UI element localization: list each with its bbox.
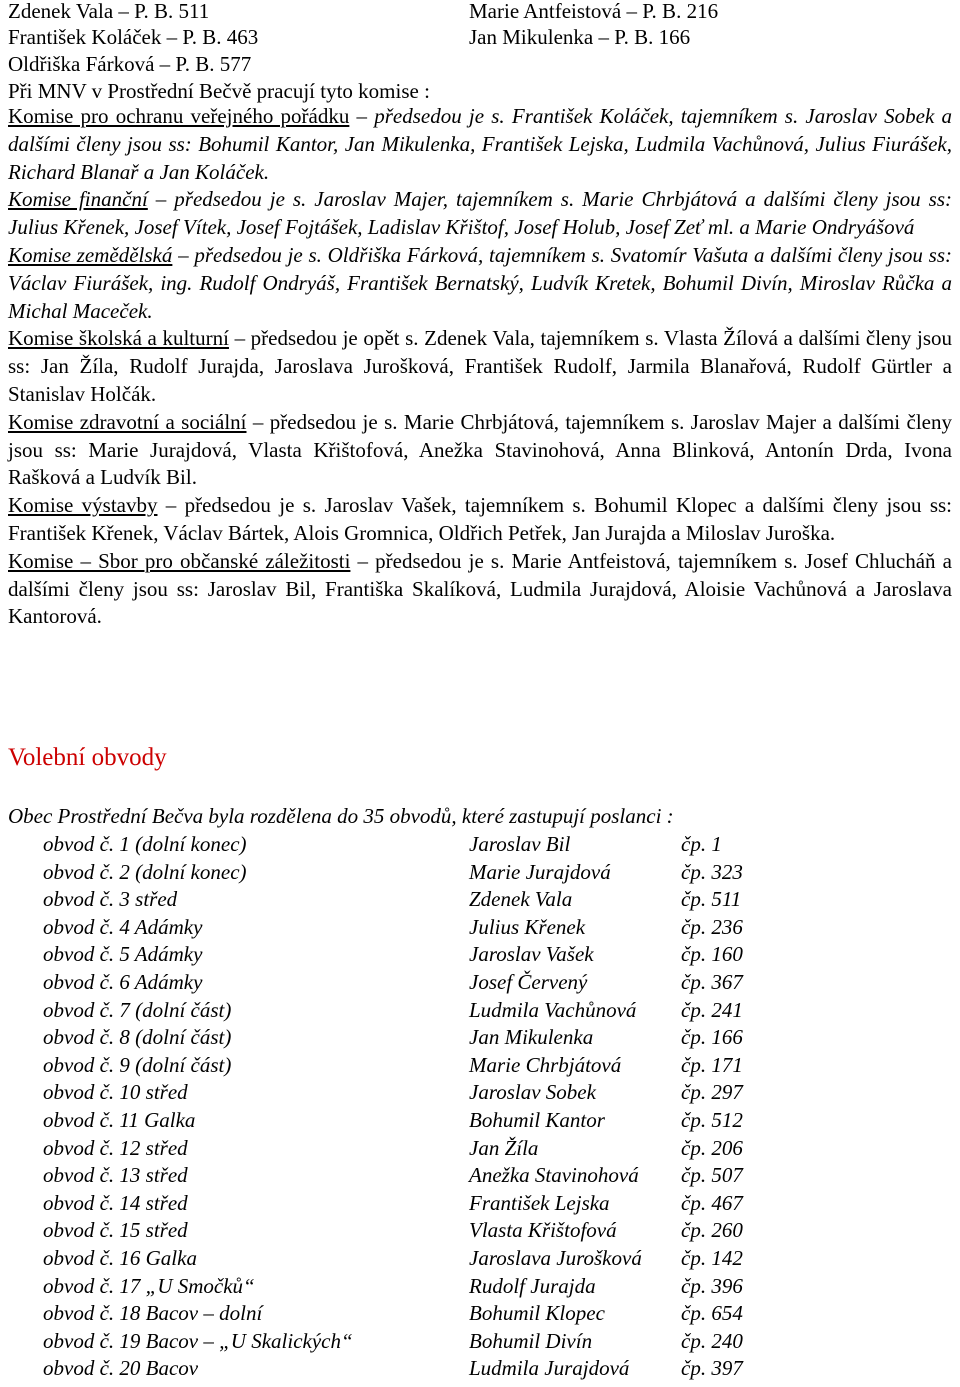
district-representative: Anežka Stavinohová [469, 1163, 639, 1188]
commission-paragraph [8, 186, 952, 242]
district-house-number: čp. 297 [681, 1080, 743, 1105]
district-name: obvod č. 16 Galka [43, 1246, 197, 1270]
district-representative: Vlasta Křištofová [469, 1218, 617, 1243]
district-representative: Jan Žíla [469, 1135, 539, 1160]
district-representative: Zdenek Vala [469, 887, 573, 912]
header-right-2: Jan Mikulenka – P. B. 166 [469, 25, 691, 49]
header-right-1: Marie Antfeistová – P. B. 216 [469, 0, 719, 23]
district-name: obvod č. 8 (dolní část) [43, 1025, 232, 1050]
district-representative: Bohumil Klopec [469, 1301, 605, 1326]
district-name: obvod č. 3 střed [43, 887, 178, 912]
district-representative: Ludmila Vachůnová [469, 997, 637, 1022]
district-representative: Marie Jurajdová [469, 859, 611, 884]
commission-paragraph [8, 325, 952, 408]
district-representative: Jaroslav Vašek [469, 942, 594, 967]
commission-paragraph [8, 492, 952, 548]
district-name: obvod č. 18 Bacov – dolní [43, 1301, 263, 1326]
commission-paragraph [8, 103, 952, 186]
district-name: obvod č. 4 Adámky [43, 914, 203, 939]
commission-paragraph [8, 548, 952, 631]
commission-name: Komise zdravotní a sociální [8, 409, 247, 434]
district-name: obvod č. 2 (dolní konec) [43, 859, 247, 884]
district-representative: František Lejska [469, 1190, 610, 1215]
district-representative: Jan Mikulenka [469, 1025, 594, 1050]
district-representative: Jaroslav Sobek [469, 1080, 596, 1105]
commissions-intro: Při MNV v Prostřední Bečvě pracují tyto komise : [8, 79, 430, 103]
district-name: obvod č. 9 (dolní část) [43, 1052, 232, 1077]
district-house-number: čp. 160 [681, 942, 743, 967]
district-name: obvod č. 17 „U Smočků“ [43, 1273, 255, 1298]
commission-text: – předsedou je s. Oldřiška Fárková, tajemníkem s. Svatomír Vašuta a dalšími členy jsou ss: Václav Fiurášek, ing. Rudolf Ondryáš, František Bernatský, Ludvík Kretek, Bohumil Divín, Miroslav Růčka a Michal Maceček. [8, 242, 952, 323]
district-representative: Julius Křenek [469, 914, 586, 939]
commission-name: Komise výstavby [8, 493, 158, 518]
district-representative: Bohumil Divín [469, 1328, 593, 1353]
district-name: obvod č. 13 střed [43, 1163, 188, 1188]
commission-text: – předsedou je s. Jaroslav Vašek, tajemníkem s. Bohumil Klopec a dalšími členy jsou ss: František Křenek, Václav Bártek, Alois Gromnica, Oldřich Petřek, Jan Jurajda a Miloslav Juroška. [8, 493, 953, 545]
commission-text: – předsedou je opět s. Zdenek Vala, tajemníkem s. Vlasta Žílová a dalšími členy jsou ss: Jan Žíla, Rudolf Jurajda, Jaroslava Jurošková, František Rudolf, Jarmila Blanařová, Rudolf Gürtler a Stanislav Holčák. [8, 326, 952, 406]
district-house-number: čp. 1 [681, 832, 722, 856]
commission-name: Komise zemědělská [8, 242, 173, 267]
commission-paragraph [8, 242, 952, 325]
header-left-3: Oldřiška Fárková – P. B. 577 [8, 52, 252, 76]
district-name: obvod č. 12 střed [43, 1135, 188, 1160]
district-house-number: čp. 323 [681, 859, 743, 884]
district-house-number: čp. 397 [681, 1356, 743, 1381]
district-house-number: čp. 166 [681, 1025, 743, 1050]
commission-text: – předsedou je s. Jaroslav Majer, tajemníkem s. Marie Chrbjátová a dalšími členy jsou ss: Julius Křenek, Josef Vítek, Josef Fojtášek, Ladislav Křištof, Josef Holub, Josef Zeť ml. a Marie Ondryášová [8, 187, 953, 240]
commission-name: Komise finanční [8, 187, 148, 212]
commission-paragraph [8, 409, 952, 492]
district-house-number: čp. 206 [681, 1135, 743, 1160]
district-representative: Bohumil Kantor [469, 1108, 605, 1132]
district-name: obvod č. 5 Adámky [43, 942, 203, 967]
district-house-number: čp. 236 [681, 914, 743, 939]
district-house-number: čp. 511 [681, 887, 742, 912]
section-intro: Obec Prostřední Bečva byla rozdělena do 35 obvodů, které zastupují poslanci : [8, 804, 674, 828]
district-name: obvod č. 10 střed [43, 1080, 188, 1105]
commission-name: Komise pro ochranu veřejného pořádku [8, 104, 350, 128]
district-representative: Ludmila Jurajdová [469, 1356, 630, 1381]
district-representative: Marie Chrbjátová [469, 1052, 622, 1077]
district-house-number: čp. 467 [681, 1190, 743, 1215]
district-representative: Jaroslav Bil [469, 832, 571, 856]
header-left-1: Zdenek Vala – P. B. 511 [8, 0, 210, 23]
district-house-number: čp. 507 [681, 1163, 743, 1188]
district-representative: Josef Červený [469, 970, 588, 994]
district-name: obvod č. 7 (dolní část) [43, 997, 232, 1022]
district-name: obvod č. 1 (dolní konec) [43, 832, 247, 856]
commission-name: Komise – Sbor pro občanské záležitosti [8, 548, 351, 573]
district-name: obvod č. 15 střed [43, 1218, 188, 1243]
district-representative: Jaroslava Jurošková [469, 1246, 642, 1270]
commission-text: – předsedou je s. Marie Antfeistová, tajemníkem s. Josef Chlucháň a dalšími členy jsou ss: Jaroslav Bil, Františka Skalíková, Ludmila Jurajdová, Aloisie Vachůnová a Jaroslava Kantorová. [8, 548, 952, 629]
district-name: obvod č. 11 Galka [43, 1108, 196, 1132]
district-house-number: čp. 260 [681, 1218, 743, 1243]
commission-text: – předsedou je s. Marie Chrbjátová, tajemníkem s. Jaroslav Majer a dalšími členy jsou ss: Marie Jurajdová, Vlasta Křištofová, Anežka Stavinohová, Anna Blinková, Antonín Drda, Ivona Rašková a Ludvík Bil. [8, 409, 952, 490]
district-house-number: čp. 396 [681, 1273, 743, 1298]
district-house-number: čp. 171 [681, 1052, 743, 1077]
district-house-number: čp. 512 [681, 1108, 743, 1132]
section-title: Volební obvody [8, 744, 167, 771]
district-name: obvod č. 20 Bacov [43, 1356, 199, 1381]
district-name: obvod č. 19 Bacov – „U Skalických“ [43, 1328, 353, 1353]
commission-name: Komise školská a kulturní [8, 326, 229, 351]
district-house-number: čp. 241 [681, 997, 743, 1022]
district-house-number: čp. 367 [681, 970, 743, 994]
district-house-number: čp. 240 [681, 1328, 743, 1353]
district-representative: Rudolf Jurajda [469, 1273, 596, 1298]
district-house-number: čp. 654 [681, 1301, 743, 1326]
header-left-2: František Koláček – P. B. 463 [8, 25, 259, 49]
district-name: obvod č. 6 Adámky [43, 970, 203, 994]
district-house-number: čp. 142 [681, 1246, 743, 1270]
commission-text: – předsedou je s. František Koláček, tajemníkem s. Jaroslav Sobek a dalšími členy jsou ss: Bohumil Kantor, Jan Mikulenka, František Lejska, Ludmila Vachůnová, Julius Fiurášek, Richard Blanař a Jan Koláček. [8, 104, 952, 184]
commissions-block [8, 103, 952, 631]
district-name: obvod č. 14 střed [43, 1190, 188, 1215]
